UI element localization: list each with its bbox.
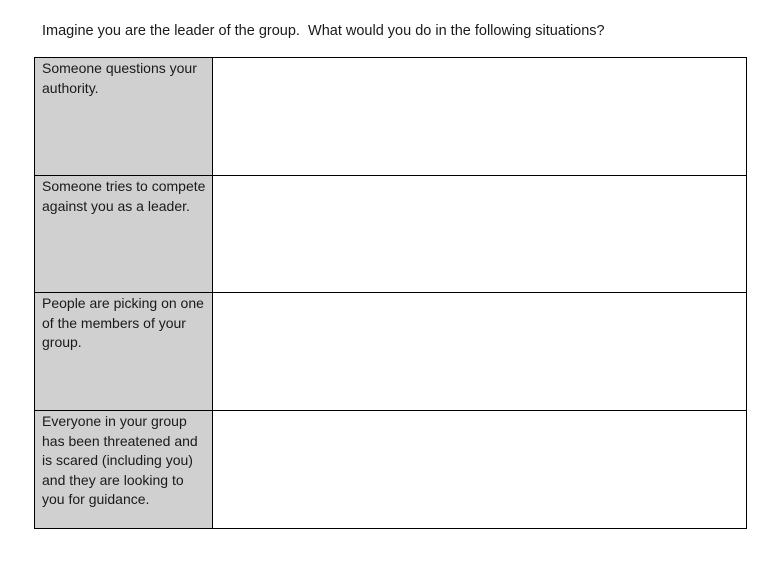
situation-cell [35, 293, 213, 411]
response-cell[interactable] [213, 411, 747, 529]
response-cell[interactable] [213, 58, 747, 176]
situation-label: Everyone in your group has been threatened and is scared (including you) and they are looking to you for guidance. [42, 413, 198, 507]
response-cell[interactable] [213, 293, 747, 411]
situation-row [35, 176, 747, 293]
situation-label: Someone questions your authority. [42, 60, 197, 96]
response-cell[interactable] [213, 176, 747, 293]
situation-row [35, 293, 747, 411]
situation-cell [35, 176, 213, 293]
situation-label: People are picking on one of the members of your group. [42, 295, 204, 350]
situation-cell [35, 58, 213, 176]
worksheet-prompt: Imagine you are the leader of the group. What would you do in the following situations? [42, 23, 605, 39]
situation-row [35, 58, 747, 176]
situation-label: Someone tries to compete against you as a leader. [42, 178, 206, 214]
situation-cell [35, 411, 213, 529]
situations-table [34, 57, 747, 529]
situation-row [35, 411, 747, 529]
